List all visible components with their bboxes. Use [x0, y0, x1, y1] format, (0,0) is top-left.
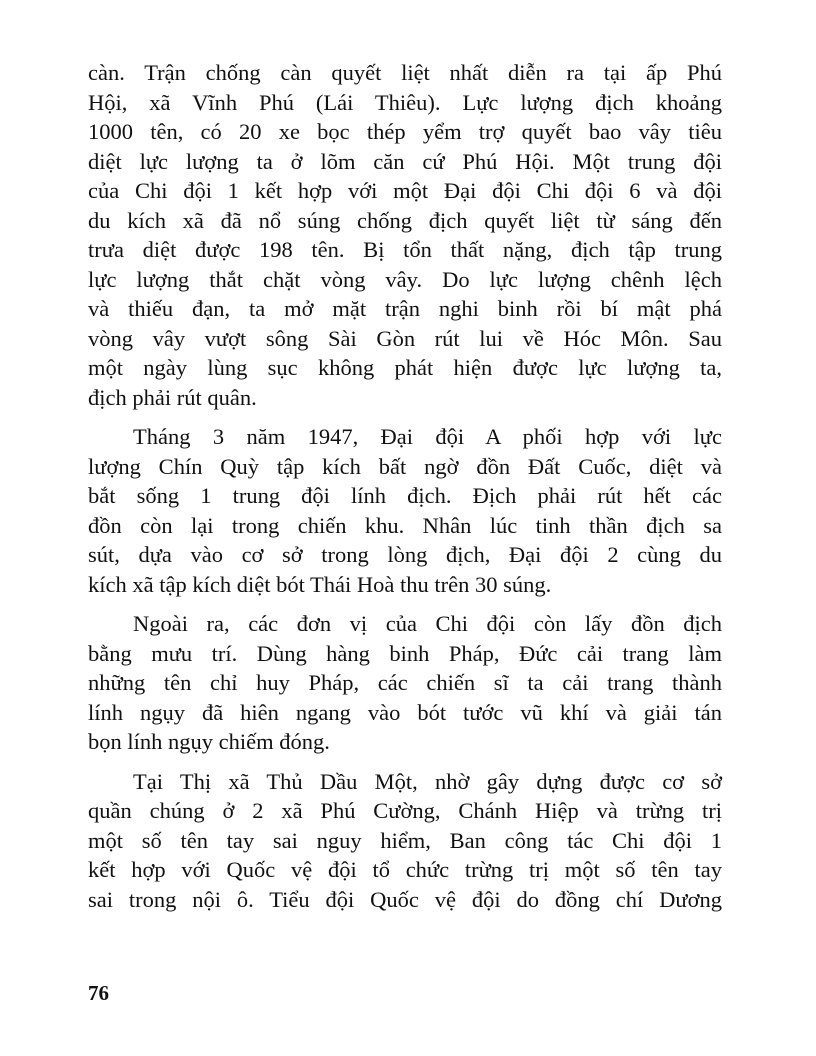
text-line: du kích xã đã nổ súng chống địch quyết liệt từ sáng đến: [88, 207, 722, 233]
paragraph: [88, 58, 722, 412]
text-line: một ngày lùng sục không phát hiện được lực lượng ta,: [88, 355, 722, 380]
page-number: 76: [88, 981, 109, 1005]
text-line: và thiếu đạn, ta mở mặt trận nghi binh rồi bí mật phá: [88, 296, 722, 321]
text-line: kết hợp với Quốc vệ đội tổ chức trừng trị một số tên tay: [88, 857, 722, 882]
text-line: bọn lính ngụy chiếm đóng.: [88, 729, 330, 754]
text-line: Tại Thị xã Thủ Dầu Một, nhờ gây dựng được cơ sở: [133, 768, 722, 794]
text-line: bằng mưu trí. Dùng hàng binh Pháp, Đức cải trang làm: [88, 640, 722, 666]
text-line: Tháng 3 năm 1947, Đại đội A phối hợp với lực: [133, 424, 722, 449]
text-line: trưa diệt được 198 tên. Bị tổn thất nặng, địch tập trung: [88, 237, 722, 262]
text-line: diệt lực lượng ta ở lõm căn cứ Phú Hội. Một trung đội: [88, 148, 722, 174]
text-line: lực lượng thắt chặt vòng vây. Do lực lượng chênh lệch: [88, 266, 722, 292]
text-line: của Chi đội 1 kết hợp với một Đại đội Chi đội 6 và đội: [88, 178, 722, 203]
text-line: sai trong nội ô. Tiểu đội Quốc vệ đội do đồng chí Dương: [88, 886, 722, 912]
text-line: vòng vây vượt sông Sài Gòn rút lui về Hóc Môn. Sau: [88, 325, 722, 351]
text-line: kích xã tập kích diệt bót Thái Hoà thu trên 30 súng.: [88, 571, 552, 597]
text-line: bắt sống 1 trung đội lính địch. Địch phải rút hết các: [88, 483, 722, 508]
text-line: những tên chỉ huy Pháp, các chiến sĩ ta cải trang thành: [88, 670, 722, 695]
text-line: quần chúng ở 2 xã Phú Cường, Chánh Hiệp và trừng trị: [88, 798, 722, 823]
text-line: sút, dựa vào cơ sở trong lòng địch, Đại đội 2 cùng du: [88, 542, 722, 567]
text-line: một số tên tay sai nguy hiểm, Ban công tác Chi đội 1: [88, 827, 722, 853]
page-body: [88, 58, 722, 924]
text-line: 1000 tên, có 20 xe bọc thép yểm trợ quyết bao vây tiêu: [88, 119, 722, 144]
text-line: đồn còn lại trong chiến khu. Nhân lúc tinh thần địch sa: [88, 512, 722, 538]
text-line: càn. Trận chống càn quyết liệt nhất diễn ra tại ấp Phú: [88, 60, 722, 85]
paragraph: [88, 422, 722, 599]
paragraph: [88, 609, 722, 757]
text-line: địch phải rút quân.: [88, 384, 257, 410]
text-line: lính ngụy đã hiên ngang vào bót tước vũ khí và giải tán: [88, 699, 722, 725]
text-line: Hội, xã Vĩnh Phú (Lái Thiêu). Lực lượng địch khoảng: [88, 89, 722, 115]
text-line: lượng Chín Quỳ tập kích bất ngờ đồn Đất Cuốc, diệt và: [88, 453, 722, 479]
paragraph: [88, 767, 722, 915]
text-line: Ngoài ra, các đơn vị của Chi đội còn lấy đồn địch: [133, 611, 722, 636]
